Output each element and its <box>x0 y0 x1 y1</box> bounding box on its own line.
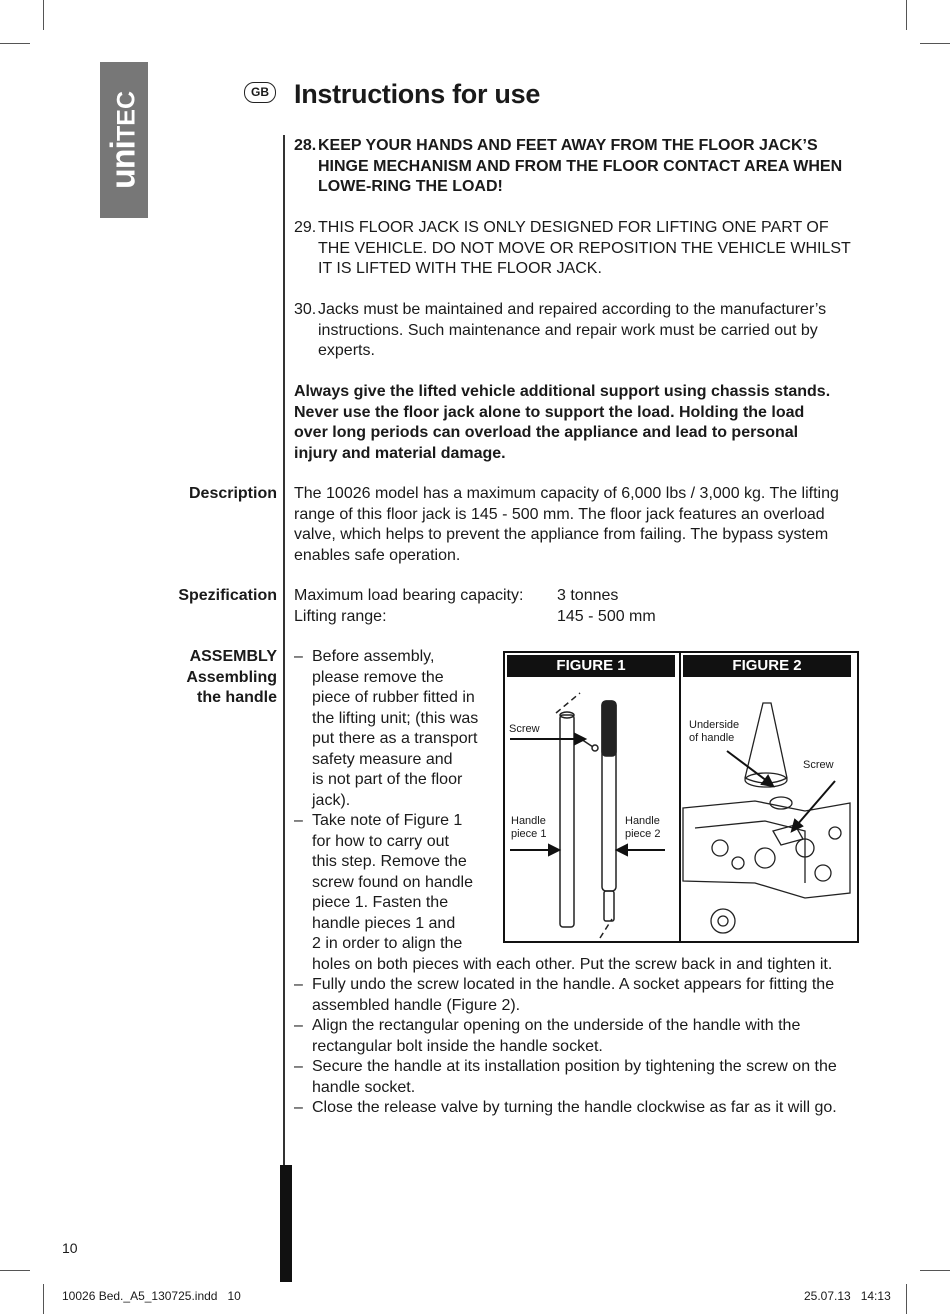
figure-illustrations <box>505 653 857 941</box>
specification-table <box>294 586 656 627</box>
assembly-step: – Fully undo the screw located in the handle. A socket appears for fitting the assembled handle (Figure 2). <box>294 976 835 1014</box>
crop-mark <box>0 1270 30 1271</box>
crop-mark <box>906 0 907 30</box>
warning-paragraph: Always give the lifted vehicle additional support using chassis stands. Never use the floor jack alone to support the load. Holding the load over long periods can overload the appliance and lead to personal injury and material damage. <box>294 383 831 462</box>
page-title: Instructions for use <box>294 79 541 109</box>
crop-mark <box>43 0 44 30</box>
file-info: 10026 Bed._A5_130725.indd 10 <box>62 1289 241 1303</box>
crop-mark <box>0 43 30 44</box>
fig1-screw-label: Screw <box>509 723 540 735</box>
crop-mark <box>920 1270 950 1271</box>
assembly-step: – Close the release valve by turning the handle clockwise as far as it will go. <box>294 1099 837 1116</box>
fig1-handle2-label: Handle piece 2 <box>625 815 661 840</box>
handle-piece-2-drawing <box>600 701 616 938</box>
brand-logo-text: uniTEC <box>104 91 143 189</box>
print-date: 25.07.13 14:13 <box>804 1289 891 1303</box>
crop-mark <box>906 1284 907 1314</box>
language-badge: GB <box>244 82 276 103</box>
side-bar <box>280 1165 292 1282</box>
assembly-label: ASSEMBLY Assembling the handle <box>186 648 277 706</box>
assembly-step: – Before assembly, please remove the piece of rubber fitted in the lifting unit; (this was put there as a transport safety measure and is not part of the floor jack). <box>294 648 479 809</box>
fig2-screw-label: Screw <box>803 759 834 771</box>
safety-item-28: 28. KEEP YOUR HANDS AND FEET AWAY FROM THE FLOOR JACK’S HINGE MECHANISM AND FROM THE FLOOR CONTACT AREA WHEN LOWE-RING THE LOAD! <box>294 137 843 195</box>
page-number: 10 <box>62 1240 78 1256</box>
crop-mark <box>43 1284 44 1314</box>
assembly-step: – Secure the handle at its installation position by tightening the screw on the handle socket. <box>294 1058 837 1096</box>
safety-item-29: 29. THIS FLOOR JACK IS ONLY DESIGNED FOR LIFTING ONE PART OF THE VEHICLE. DO NOT MOVE OR REPOSITION THE VEHICLE WHILST IT IS LIFTED WITH THE FLOOR JACK. <box>294 219 851 277</box>
handle-piece-1-drawing <box>556 693 580 927</box>
crop-mark <box>920 43 950 44</box>
figure-1-title: FIGURE 1 <box>507 655 675 677</box>
description-text: The 10026 model has a maximum capacity of 6,000 lbs / 3,000 kg. The lifting range of this floor jack is 145 - 500 mm. The floor jack features an overload valve, which helps to prevent the appliance from failing. The bypass system enables safe operation. <box>294 485 839 564</box>
figure-2-title: FIGURE 2 <box>683 655 851 677</box>
description-label: Description <box>188 485 277 502</box>
assembly-step: – Take note of Figure 1 for how to carry out this step. Remove the screw found on handle piece 1. Fasten the handle pieces 1 and 2 in order to align the holes on both pieces with each other. Put the screw back in and tighten it. <box>294 812 833 973</box>
figure-panel <box>503 651 859 943</box>
fig2-underside-label: Underside of handle <box>689 719 740 744</box>
safety-item-30: 30. Jacks must be maintained and repaired according to the manufacturer’s instructions. Such maintenance and repair work must be carried out by experts. <box>294 301 827 359</box>
fig1-handle1-label: Handle piece 1 <box>511 815 547 840</box>
assembly-step: – Align the rectangular opening on the underside of the handle with the rectangular bolt inside the handle socket. <box>294 1017 801 1055</box>
side-rule <box>283 135 285 1175</box>
spec-row: Lifting range: 145 - 500 mm <box>294 607 656 625</box>
spec-row: Maximum load bearing capacity: 3 tonnes <box>294 587 619 604</box>
specification-label: Spezification <box>178 587 277 604</box>
